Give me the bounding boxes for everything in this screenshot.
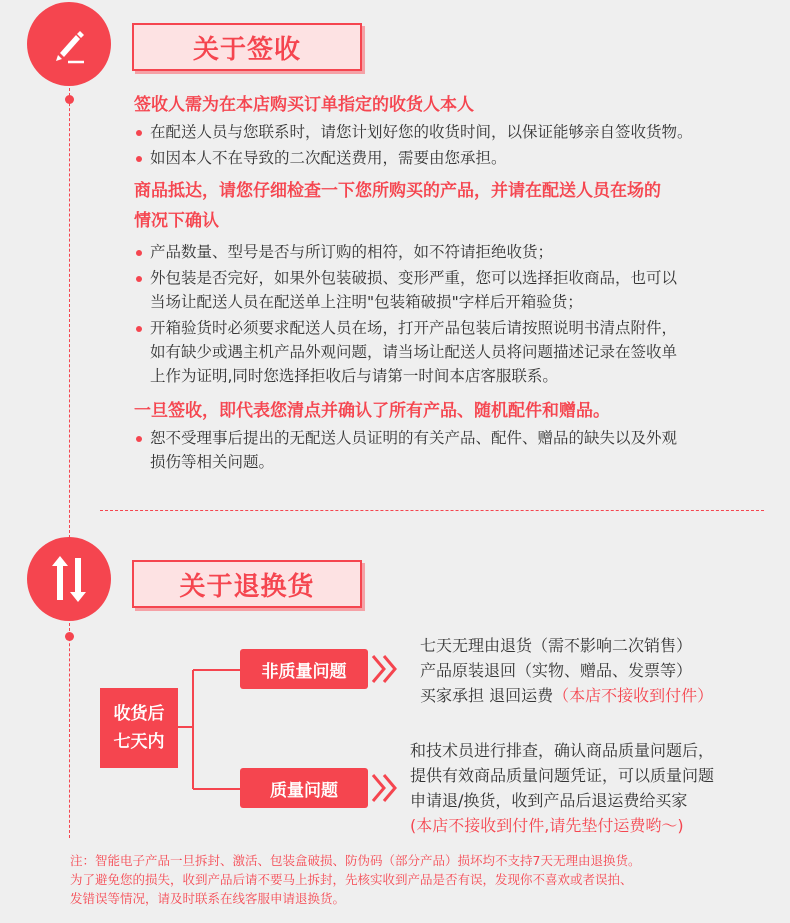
list-item: 产品数量、型号是否与所订购的相符，如不符请拒绝收货； [134, 240, 774, 264]
section-divider [100, 510, 764, 511]
sign-heading-1: 签收人需为在本店购买订单指定的收货人本人 [134, 95, 474, 115]
timeline-line [69, 623, 70, 838]
quality-details: 和技术员进行排查，确认商品质量问题后， 提供有效商品质量问题凭证，可以质量问题 申请退/换货，收到产品后退运费给买家 (本店不接收到付件,请先垫付运费哟～) [410, 741, 715, 835]
notes: 注：智能电子产品一旦拆封、激活、包装盒破损、防伪码（部分产品）损坏均不支持7天无理由退换货。 为了避免您的损失，收到产品后请不要马上拆封，先核实收到产品是否有误，发现你不喜欢或者误拍、 发错误等情况，请及时联系在线客服申请退换货。 [70, 853, 641, 906]
sign-heading-3: 一旦签收，即代表您清点并确认了所有产品、随机配件和赠品。 [134, 401, 610, 421]
timeline-dot [65, 95, 74, 104]
sign-heading-2: 商品抵达，请您仔细检查一下您所购买的产品，并请在配送人员在场的 情况下确认 [134, 181, 661, 231]
list-item: 开箱验货时必须要求配送人员在场，打开产品包装后请按照说明书清点附件， 如有缺少或遇主机产品外观问题，请当场让配送人员将问题描述记录在签收单 上作为证明,同时您选择拒收后与请第一时间本店客服联系。 [134, 316, 774, 388]
double-chevron-icon [370, 772, 400, 804]
list-item: 如因本人不在导致的二次配送费用，需要由您承担。 [134, 146, 774, 170]
returns-title-box [132, 560, 362, 608]
quality-tag: 质量问题 [240, 768, 368, 808]
sign-title: 关于签收 [192, 34, 301, 65]
flow-start-box: 收货后 七天内 [100, 688, 178, 768]
sign-title-box [132, 23, 362, 71]
list-item: 在配送人员与您联系时，请您计划好您的收货时间，以保证能够亲自签收货物。 [134, 120, 774, 144]
list-item: 恕不受理事后提出的无配送人员证明的有关产品、配件、赠品的缺失以及外观 损伤等相关问题。 [134, 426, 774, 474]
sign-content [134, 90, 774, 476]
return-arrows-icon [46, 554, 92, 604]
pencil-icon [46, 21, 92, 67]
timeline-line [69, 88, 70, 538]
sign-section-icon [27, 2, 111, 86]
double-chevron-icon [370, 653, 400, 685]
non-quality-tag: 非质量问题 [240, 649, 368, 689]
returns-title: 关于退换货 [179, 571, 315, 602]
returns-section-icon [27, 537, 111, 621]
list-item: 外包装是否完好，如果外包装破损、变形严重，您可以选择拒收商品，也可以 当场让配送人员在配送单上注明"包装箱破损"字样后开箱验货； [134, 266, 774, 314]
flow-connectors [178, 665, 248, 795]
timeline-dot [65, 632, 74, 641]
non-quality-details: 七天无理由退货（需不影响二次销售） 产品原装退回（实物、赠品、发票等） 买家承担 退回运费（本店不接收到付件） [420, 636, 714, 705]
